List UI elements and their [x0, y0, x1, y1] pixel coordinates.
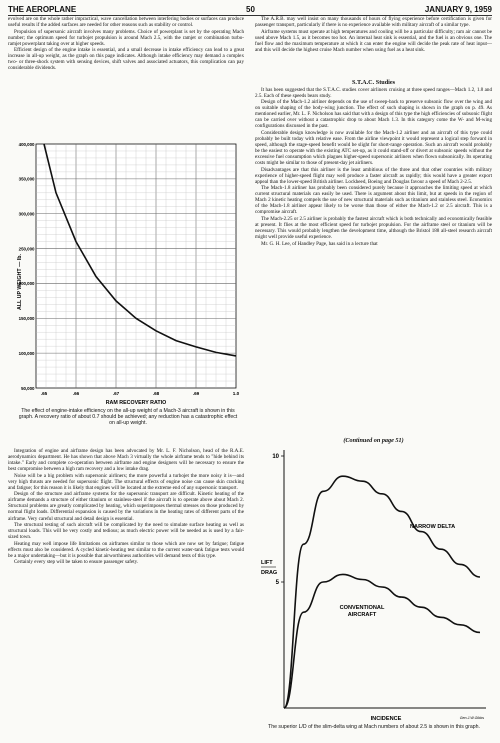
- magazine-title: THE AEROPLANE: [8, 4, 77, 14]
- paragraph: The Mach-1.8 airliner has probably been considered purely because it approaches the limiting speed at which current structural materials can easily be used. There is argument about this limit, but at speeds in the region of Mach 2 kinetic heating compels the use of new structural materials such as titanium and stainless steel. Economics of the Mach-1.8 airliner appear likely to be worse than those of either the Mach-1.2 or 2.5 aircraft. This is a compromise aircraft.: [255, 185, 492, 216]
- y-tick-label: 300,000: [18, 211, 35, 217]
- y-tick-label: 350,000: [18, 176, 35, 182]
- paragraph: Integration of engine and airframe design has been advocated by Mr. L. F. Nicholson, head of the R.A.E. aerodynamics department. He has shown that above Mach 3 virtually the whole airframe tends to "hide behind its intake." Early and complete co-operation between airframe and engine designers will be necessary to ensure the best compromise between a high ram recovery and a low intake drag.: [8, 448, 244, 473]
- x-tick-label: .69: [192, 391, 200, 396]
- right-column-body: [255, 80, 492, 247]
- x-axis-label: INCIDENCE: [370, 716, 402, 722]
- x-axis-label: RAM RECOVERY RATIO: [105, 400, 167, 406]
- paragraph: Certainly every step will be taken to ensure passenger safety.: [14, 559, 139, 566]
- paragraph: The structural testing of such aircraft will be complicated by the need to simulate surface heating as well as structural loads. This will be very costly and tedious; as much electric power will be needed as is used by a fair-sized town.: [8, 522, 244, 541]
- right-column-top: [255, 16, 492, 53]
- paragraph: Disadvantages are that this airliner is the least ambitious of the three and that other countries with military experience of higher-speed flight may well produce a faster aircraft as rapidly; this would have a greater export appeal than the lower-speed British airliner. Lockheed, Boeing and Douglas favour a speed of Mach 2-2.5.: [255, 166, 492, 185]
- left-column-bottom: [8, 448, 244, 566]
- paragraph: Efficient design of the engine intake is essential, and a small decrease in intake efficiency can lead to a great increase in all-up weight, as the graph on this page indicates. Although intake efficiency may demand a complex two- or three-shock system with sensing devices, shift valves and associated actuators, this complication can pay considerable dividends.: [8, 47, 244, 72]
- y-tick-label: 400,000: [18, 142, 35, 147]
- y-axis-label: ALL UP WEIGHT — lb.: [17, 253, 23, 311]
- artist-credit: Gen.J.W.Gibbs: [459, 716, 484, 720]
- paragraph: Noise will be a big problem with supersonic airliners; the more powerful a turbojet the more noisy it is—and very high thrusts are needed for supersonic flight. The structural effects of engine noise can cause skin cracking and fatigue; for this reason it is likely that engines will be located at the extreme end of any supersonic transport.: [8, 472, 244, 491]
- x-tick-labels: [41, 391, 240, 396]
- conventional-label-line2: AIRCRAFT: [347, 612, 377, 618]
- x-tick-label: .68: [152, 391, 160, 396]
- drag-label: DRAG: [261, 570, 278, 576]
- paragraph: The Mach-2.25 or 2.5 airliner is probably the fastest aircraft which is both technically and economically feasible at present. It flies at the most efficient speed for turbojet propulsion. For the airframe steel or titanium will be necessary. This would probably lengthen the development time, although the Bristol 188 all-steel research aircraft might well provide useful experience.: [255, 216, 492, 241]
- paragraph: Considerable design knowledge is now available for the Mach-1.2 airliner and an aircraft of this type could probably be built today with relative ease. From the airline viewpoint it would represent a logical step forward in speed, although the stage-speed benefit would be slight for short-range operation. Such an aircraft would probably be the easiest to operate with the existing ATC set-up, as it could stand-off or divert at subsonic speeds without the excessive fuel consumption which plagues higher-speed supersonic airliners when flown subsonically. Its operating costs might be similar to those of present-day jet airliners.: [255, 129, 492, 167]
- paragraph: The A.R.B. may well insist on many thousands of hours of flying experience before certification is given for passenger transport, particularly if there is no experience available with military aircraft of a similar type.: [255, 16, 492, 29]
- y-tick-label: 150,000: [18, 316, 35, 322]
- conventional-label-line1: CONVENTIONAL: [339, 605, 385, 611]
- x-tick-label: .65: [40, 391, 48, 396]
- paragraph: Heating may well impose life limitations on airframes similar to those which are now set by fatigue; fatigue effects must also be considered. A cycled kinetic-heating test similar to the current water-tank fatigue tests would be a major undertaking—but it is possible that airworthiness authorities will demand tests of this type.: [8, 540, 244, 559]
- paragraph: Design of the structure and airframe systems for the supersonic transport are difficult. Kinetic heating of the airframe demands a structure of either titanium or stainless-steel if the aircraft is to operate above about Mach 2. Structural problems are greatly complicated by heating, which superimposes thermal stresses on those produced by normal flight loads. Differential expansion is caused by the variations in the heating rates of different parts of the airframe. Very careful structural and detail design is essential.: [8, 491, 244, 522]
- y-tick-label: 200,000: [18, 281, 35, 287]
- graph-grid: [36, 144, 236, 388]
- lift-drag-graph: [258, 446, 490, 724]
- x-tick-label: .66: [72, 391, 80, 396]
- y-tick-labels: [272, 454, 284, 586]
- lift-label: LIFT: [261, 560, 273, 566]
- intake-efficiency-graph: [12, 142, 242, 406]
- narrow-delta-curve: [284, 476, 480, 708]
- page-header: [8, 3, 492, 16]
- paragraph: It has been suggested that the S.T.A.C. studies cover airliners cruising at three speed ranges—Mach 1.2, 1.8 and 2.5. Each of these speeds bears study.: [255, 86, 492, 99]
- y-tick-label: 250,000: [18, 246, 35, 252]
- page-number: 50: [246, 4, 255, 14]
- y-tick-label: 100,000: [18, 350, 35, 356]
- paragraph: Mr. G. H. Lee, of Handley Page, has said in a lecture that: [261, 240, 378, 247]
- graph2-caption: The superior L/D of the slim-delta wing at Mach numbers of about 2.5 is shown in this graph.: [268, 724, 480, 730]
- x-tick-label: .67: [112, 391, 120, 396]
- x-tick-label: 1.0: [232, 391, 240, 396]
- y-tick-label: 50,000: [21, 385, 35, 391]
- issue-date: JANUARY 9, 1959: [424, 4, 492, 14]
- y-tick-label: 10: [272, 454, 279, 460]
- paragraph: evolved are on the whole rather impractical, wave cancellation between interfering bodies or surfaces can produce useful results if the added surfaces are needed for other reasons such as stability or control.: [8, 16, 244, 29]
- conventional-aircraft-curve: [284, 574, 480, 708]
- left-column-top: [8, 16, 244, 72]
- paragraph: Propulsion of supersonic aircraft involves many problems. Choice of powerplant is set by the operating Mach number; the optimum speed for turbojet propulsion is around Mach 2.5, with the ramjet or combination turbo-ramjet powerplant taking over at higher speeds.: [8, 28, 244, 47]
- paragraph: Airframe systems must operate at high temperatures and cooling will be a particular difficulty; ram air cannot be used above Mach 1.5, as it becomes too hot. An internal heat sink is essential, and the fuel is an obvious one. The fuel flow and the maximum temperature at which it can enter the engine will decide the peak rate of heat input—and this will decide the highest cruise Mach number when using fuel as a heat sink.: [255, 28, 492, 53]
- graph1-caption: The effect of engine-intake efficiency on the all-up weight of a Mach-3 aircraft is shown in this graph. A recovery ratio of about 0.7 should be achieved; any reduction has a catastrophic effect on all-up weight.: [18, 408, 238, 427]
- paragraph: Design of the Mach-1.2 airliner depends on the use of sweep-back to preserve subsonic flow over the wing and on suitable shaping of the body-wing junction. The effect of such shaping is shown in the graph on p. 49. As mentioned earlier, Mr. L. F. Nicholson has said that with a design of this type the high efficiencies of subsonic flight can be carried over without a catastrophic drop to about Mach 1.3. In this category come the W- and M-wing configurations discussed in the past.: [255, 99, 492, 130]
- y-tick-label: 5: [275, 580, 279, 586]
- continued-note: (Continued on page 51): [343, 437, 404, 444]
- section-heading: S.T.A.C. Studies: [351, 79, 396, 86]
- narrow-delta-label: NARROW DELTA: [410, 524, 456, 530]
